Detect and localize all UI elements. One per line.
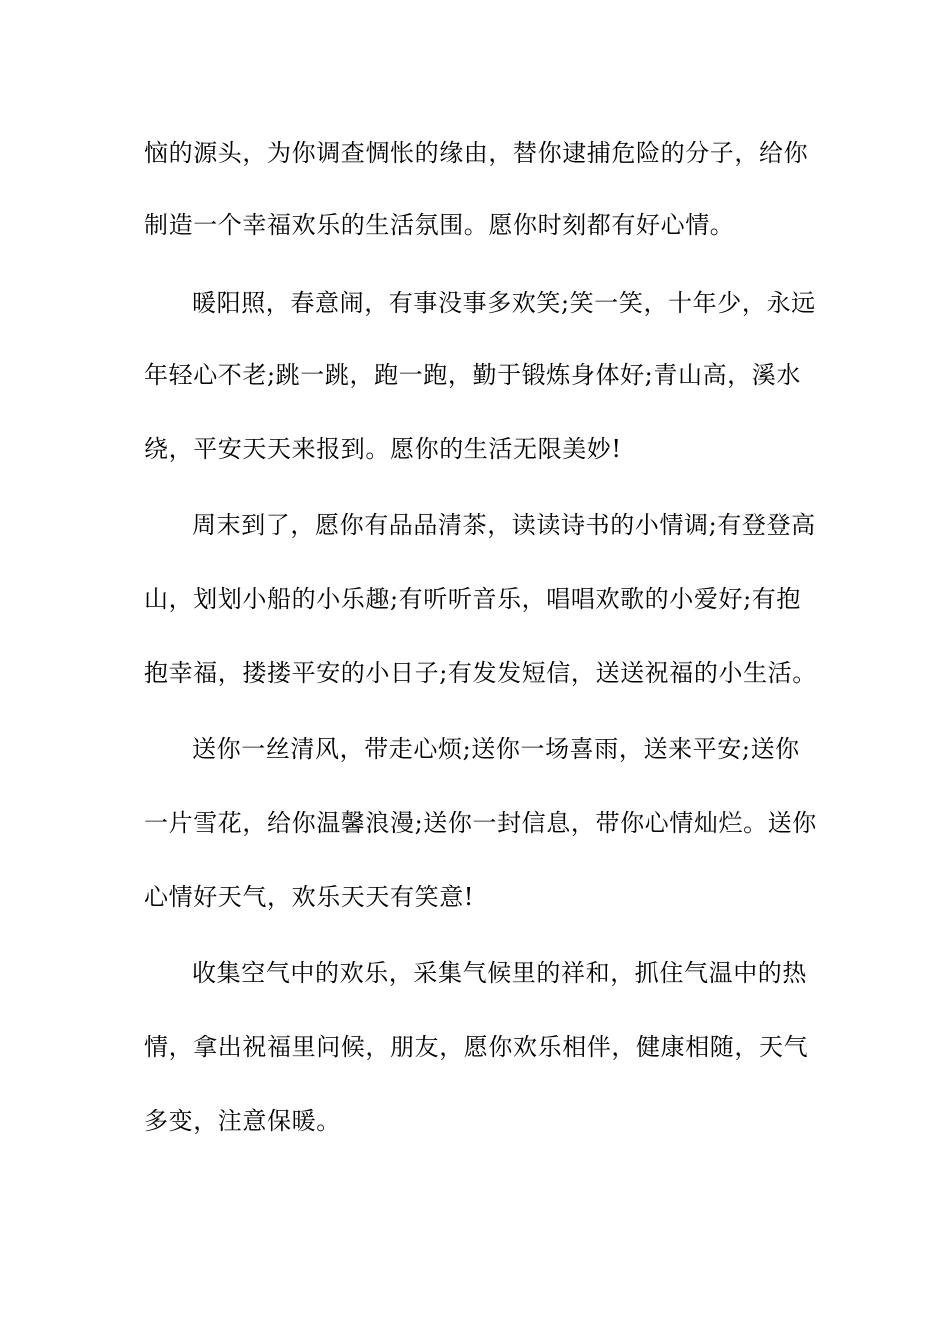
paragraph-line: 心情好天气，欢乐天天有笑意! xyxy=(144,883,475,911)
paragraph-line: 山，划划小船的小乐趣;有听听音乐，唱唱欢歌的小爱好;有抱 xyxy=(144,585,801,613)
paragraph-line: 制造一个幸福欢乐的生活氛围。愿你时刻都有好心情。 xyxy=(144,211,735,239)
paragraph-line: 收集空气中的欢乐，采集气候里的祥和，抓住气温中的热 xyxy=(192,959,807,987)
paragraph-line: 绕，平安天天来报到。愿你的生活无限美妙! xyxy=(144,435,622,463)
paragraph-line: 周末到了，愿你有品品清茶，读读诗书的小情调;有登登高 xyxy=(192,511,816,539)
paragraph-line: 恼的源头，为你调查惆怅的缘由，替你逮捕危险的分子，给你 xyxy=(144,139,809,167)
paragraph-line: 抱幸福，搂搂平安的小日子;有发发短信，送送祝福的小生活。 xyxy=(144,659,817,687)
paragraph-line: 暖阳照，春意闹，有事没事多欢笑;笑一笑，十年少，永远 xyxy=(192,289,816,317)
paragraph-line: 一片雪花，给你温馨浪漫;送你一封信息，带你心情灿烂。送你 xyxy=(144,809,817,837)
paragraph-line: 情，拿出祝福里问候，朋友，愿你欢乐相伴，健康相随，天气 xyxy=(144,1033,809,1061)
paragraph-line: 多变，注意保暖。 xyxy=(144,1107,341,1135)
paragraph-line: 年轻心不老;跳一跳，跑一跑，勤于锻炼身体好;青山高，溪水 xyxy=(144,361,801,389)
paragraph-line: 送你一丝清风，带走心烦;送你一场喜雨，送来平安;送你 xyxy=(192,735,800,763)
